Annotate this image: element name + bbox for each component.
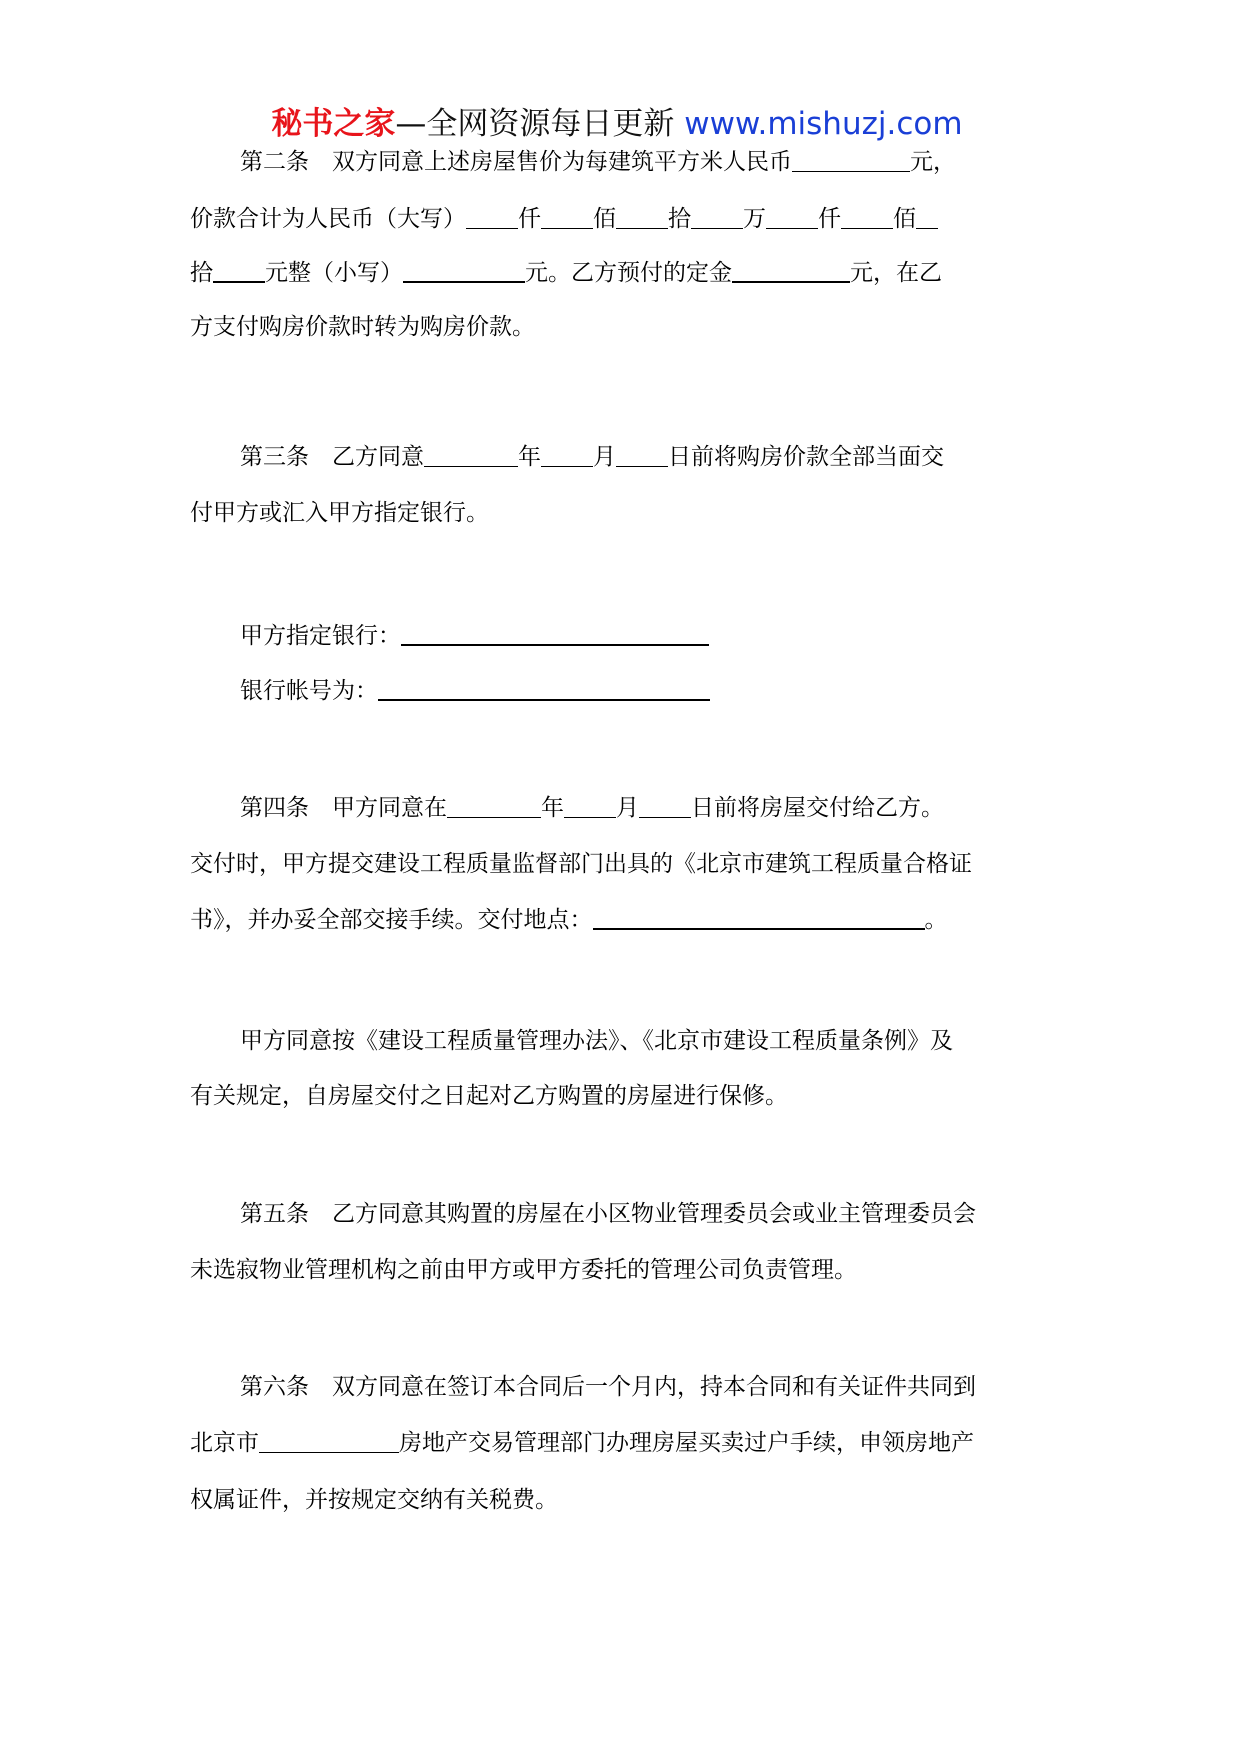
article3-year-blank[interactable]	[424, 442, 518, 467]
account-label: 银行帐号为：	[240, 678, 378, 704]
article3-month-blank[interactable]	[541, 442, 593, 467]
amount-shi-blank[interactable]	[916, 204, 938, 229]
banner-brand: 秘书之家	[271, 106, 396, 142]
article4-heading: 第四条	[240, 795, 309, 821]
article3-heading: 第三条	[240, 444, 309, 470]
amount-wan-blank[interactable]	[691, 204, 743, 229]
article4-day-blank[interactable]	[639, 793, 691, 818]
article6-heading: 第六条	[240, 1374, 309, 1400]
article4-line1: 第四条 甲方同意在 年 月 日前将房屋交付给乙方。	[240, 795, 944, 821]
article6-line1: 第六条 双方同意在签订本合同后一个月内，持本合同和有关证件共同到	[240, 1374, 976, 1400]
article4-month-blank[interactable]	[564, 793, 616, 818]
article5-line1: 第五条 乙方同意其购置的房屋在小区物业管理委员会或业主管理委员会	[240, 1201, 976, 1227]
amount-qian-wan-blank[interactable]	[466, 204, 518, 229]
article4-line2: 交付时，甲方提交建设工程质量监督部门出具的《北京市建筑工程质量合格证	[190, 851, 972, 877]
article6-line3: 权属证件，并按规定交纳有关税费。	[190, 1487, 558, 1513]
district-blank[interactable]	[259, 1428, 399, 1453]
amount-shi-wan-blank[interactable]	[616, 204, 668, 229]
article2-line1: 第二条 双方同意上述房屋售价为每建筑平方米人民币 元，	[240, 149, 956, 175]
article4-year-blank[interactable]	[447, 793, 541, 818]
amount-qian-blank[interactable]	[766, 204, 818, 229]
amount-bai-blank[interactable]	[841, 204, 893, 229]
price-per-sqm-blank[interactable]	[792, 147, 910, 172]
bank-label: 甲方指定银行：	[240, 623, 401, 649]
warranty-line1: 甲方同意按《建设工程质量管理办法》、《北京市建设工程质量条例》及	[240, 1028, 953, 1054]
deposit-blank[interactable]	[732, 257, 850, 283]
article2-line4: 方支付购房价款时转为购房价款。	[190, 314, 535, 340]
article5-line2: 未选寂物业管理机构之前由甲方或甲方委托的管理公司负责管理。	[190, 1257, 857, 1283]
article3-line2: 付甲方或汇入甲方指定银行。	[190, 500, 489, 526]
article4-line3: 书》，并办妥全部交接手续。交付地点： 。	[190, 904, 1050, 936]
warranty-line2: 有关规定，自房屋交付之日起对乙方购置的房屋进行保修。	[190, 1083, 788, 1109]
article3-line1: 第三条 乙方同意 年 月 日前将购房价款全部当面交	[240, 444, 944, 470]
amount-yuan-blank[interactable]	[213, 257, 265, 283]
article3-day-blank[interactable]	[616, 442, 668, 467]
account-line	[240, 675, 1100, 707]
site-banner	[0, 104, 1234, 144]
article5-heading: 第五条	[240, 1201, 309, 1227]
banner-site-url: www.mishuzj.com	[674, 106, 963, 142]
delivery-location-blank[interactable]	[593, 904, 925, 930]
banner-tagline: —全网资源每日更新	[395, 106, 675, 142]
bank-line	[240, 620, 1100, 652]
amount-numeric-blank[interactable]	[403, 257, 525, 283]
article2-heading: 第二条	[240, 149, 309, 175]
article6-line2: 北京市 房地产交易管理部门办理房屋买卖过户手续，申领房地产	[190, 1430, 974, 1456]
amount-bai-wan-blank[interactable]	[541, 204, 593, 229]
account-number-blank[interactable]	[378, 675, 710, 701]
bank-name-blank[interactable]	[401, 620, 709, 646]
article2-line3: 拾 元整（小写） 元。乙方预付的定金 元，在乙	[190, 257, 1050, 289]
article2-line2: 价款合计为人民币（大写） 仟 佰 拾 万 仟 佰	[190, 203, 1050, 235]
